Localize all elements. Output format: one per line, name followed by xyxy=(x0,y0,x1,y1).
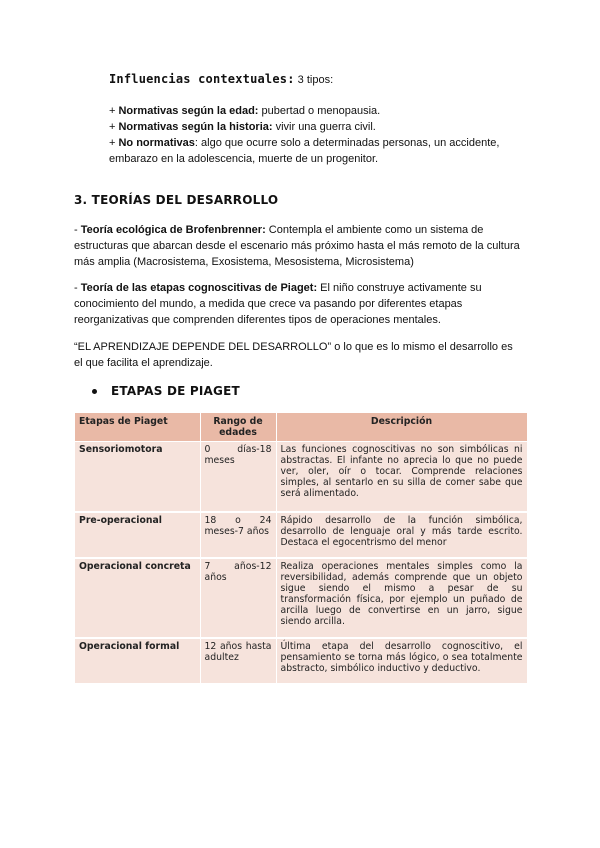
influencias-heading: Influencias contextuales: xyxy=(109,72,295,86)
header-etapas: Etapas de Piaget xyxy=(75,413,200,442)
item-text: : algo que ocurre solo a determinadas personas, un accidente, xyxy=(194,137,500,149)
paragraph-brofenbrenner-line xyxy=(74,222,483,238)
description-cell: Las funciones cognoscitivas no son simbólicas ni abstractas. El infante no aprecia lo que no puede ver, oler, oír o tocar. Comprende relaciones simples, al sentarlo en su silla de comer sabe que será alimentado. xyxy=(276,442,527,512)
para-prefix: - xyxy=(74,282,81,294)
stage-cell: Operacional concreta xyxy=(75,558,200,638)
section-title: 3. TEORÍAS DEL DESARROLLO xyxy=(74,193,279,207)
stage-cell: Operacional formal xyxy=(75,638,200,684)
influencias-item-continuation xyxy=(109,151,378,167)
stage-cell: Sensoriomotora xyxy=(75,442,200,512)
range-cell: 0 días-18 meses xyxy=(200,442,276,512)
influencias-item xyxy=(109,135,499,151)
table-row xyxy=(75,558,527,638)
para-text: Contempla el ambiente como un sistema de xyxy=(265,224,484,236)
influencias-item xyxy=(109,119,376,135)
description-cell: Rápido desarrollo de la función simbólica, desarrollo de lenguaje oral y más tarde escrito. Destaca el egocentrismo del menor xyxy=(276,512,527,558)
para-prefix: - xyxy=(74,224,81,236)
paragraph-piaget-line xyxy=(74,280,482,296)
para-bold: Teoría de las etapas cognoscitivas de Piaget: xyxy=(80,282,318,294)
range-cell: 12 años hasta adultez xyxy=(200,638,276,684)
bullet-etapas xyxy=(92,383,240,399)
paragraph-brofenbrenner-line: estructuras que abarcan desde el escenario más próximo hasta el más remoto de la cultura xyxy=(74,240,520,252)
range-cell: 18 o 24 meses-7 años xyxy=(200,512,276,558)
bullet-dot-icon xyxy=(92,389,97,394)
table-header-row xyxy=(75,413,527,442)
paragraph-brofenbrenner-line: más amplia (Macrosistema, Exosistema, Mesosistema, Microsistema) xyxy=(74,256,414,268)
item-text: pubertad o menopausia. xyxy=(258,105,381,117)
item-prefix: + xyxy=(109,137,119,149)
quote-line: “EL APRENDIZAJE DEPENDE DEL DESARROLLO” o lo que es lo mismo el desarrollo es xyxy=(74,341,513,353)
table-row xyxy=(75,512,527,558)
item-prefix: + xyxy=(109,105,119,117)
item-text: embarazo en la adolescencia, muerte de un progenitor. xyxy=(109,153,379,165)
description-cell: Realiza operaciones mentales simples como la reversibilidad, además comprende que un objeto sigue siendo el mismo a pesar de su transformación física, por ejemplo un puñado de arcilla luego de convertirse en un jarro, sigue siendo arcilla. xyxy=(276,558,527,638)
header-descripcion: Descripción xyxy=(276,413,527,442)
stage-cell: Pre-operacional xyxy=(75,512,200,558)
bullet-text: ETAPAS DE PIAGET xyxy=(111,384,240,398)
quote-line: el que facilita el aprendizaje. xyxy=(74,357,213,369)
table-row xyxy=(75,442,527,512)
influencias-heading-suffix: 3 tipos: xyxy=(294,74,334,86)
item-bold: No normativas xyxy=(118,137,195,149)
influencias-item xyxy=(109,103,380,119)
item-bold: Normativas según la edad: xyxy=(118,105,259,117)
item-text: vivir una guerra civil. xyxy=(272,121,376,133)
range-cell: 7 años-12 años xyxy=(200,558,276,638)
para-text: El niño construye activamente su xyxy=(317,282,482,294)
header-rango: Rango de edades xyxy=(200,413,276,442)
paragraph-piaget-line: reorganizativas que comprenden diferentes tipos de operaciones mentales. xyxy=(74,314,441,326)
para-bold: Teoría ecológica de Brofenbrenner: xyxy=(80,224,266,236)
item-bold: Normativas según la historia: xyxy=(118,121,273,133)
description-cell: Última etapa del desarrollo cognoscitivo, el pensamiento se torna más lógico, o sea totalmente abstracto, simbólico inductivo y deductivo. xyxy=(276,638,527,684)
item-prefix: + xyxy=(109,121,119,133)
piaget-stages-table xyxy=(75,413,528,685)
influencias-heading-line xyxy=(109,71,333,88)
table-row xyxy=(75,638,527,684)
paragraph-piaget-line: conocimiento del mundo, a medida que crece va pasando por diferentes etapas xyxy=(74,298,463,310)
